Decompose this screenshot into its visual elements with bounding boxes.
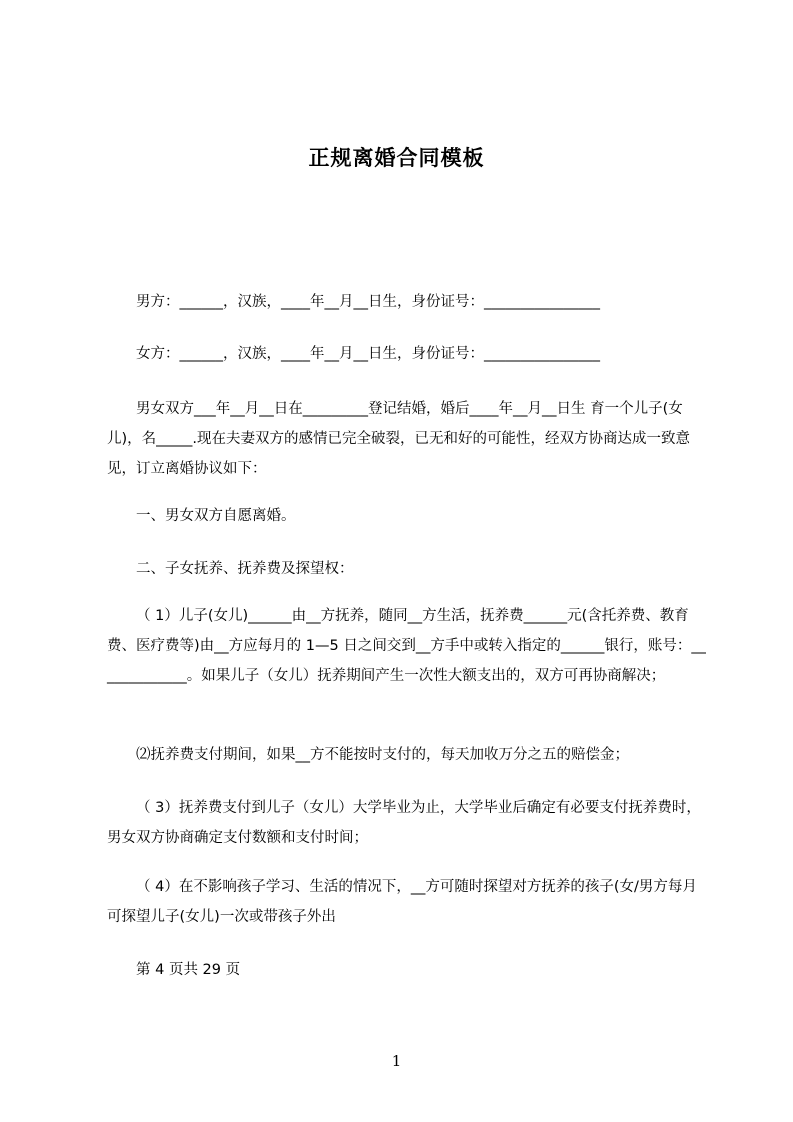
male-party-info: 男方：______，汉族，____年__月__日生，身份证号：________________ [136, 294, 600, 310]
page-number: 1 [391, 1052, 402, 1070]
clause-1-voluntary-divorce: 一、男女双方自愿离婚。 [136, 508, 296, 524]
clause-2-item-2: ⑵抚养费支付期间，如果__方不能按时支付的，每天加收万分之五的赔偿金； [136, 747, 629, 763]
clause-2-item-1: （ 1）儿子(女儿)______由__方抚养，随同__方生活，抚养费______元(含托养费、教育费、医疗费等)由__方应每月的 1—5 日之间交到__方手中或转入指定的______银行，账号：_____________。如果儿子（女儿）抚养期间产生一次性大额支出的，双方可再协商解决； [107, 608, 706, 684]
page-counter: 第 4 页共 29 页 [136, 962, 241, 978]
marriage-background-paragraph: 男女双方___年__月__日在_________登记结婚，婚后____年__月__日生 育一个儿子(女儿)，名_____.现在夫妻双方的感情已完全破裂，已无和好的可能性，经双方协商达成一致意见，订立离婚协议如下： [107, 401, 691, 477]
document-title: 正规离婚合同模板 [308, 146, 485, 170]
clause-2-heading: 二、子女抚养、抚养费及探望权： [136, 561, 354, 577]
clause-2-item-4: （ 4）在不影响孩子学习、生活的情况下，__方可随时探望对方抚养的孩子(女/男方每月可探望儿子(女儿)一次或带孩子外出 [107, 879, 697, 925]
clause-2-item-3: （ 3）抚养费支付到儿子（女儿）大学毕业为止，大学毕业后确定有必要支付抚养费时，男女双方协商确定支付数额和支付时间； [107, 800, 701, 846]
female-party-info: 女方：______，汉族，____年__月__日生，身份证号：________________ [136, 346, 600, 362]
